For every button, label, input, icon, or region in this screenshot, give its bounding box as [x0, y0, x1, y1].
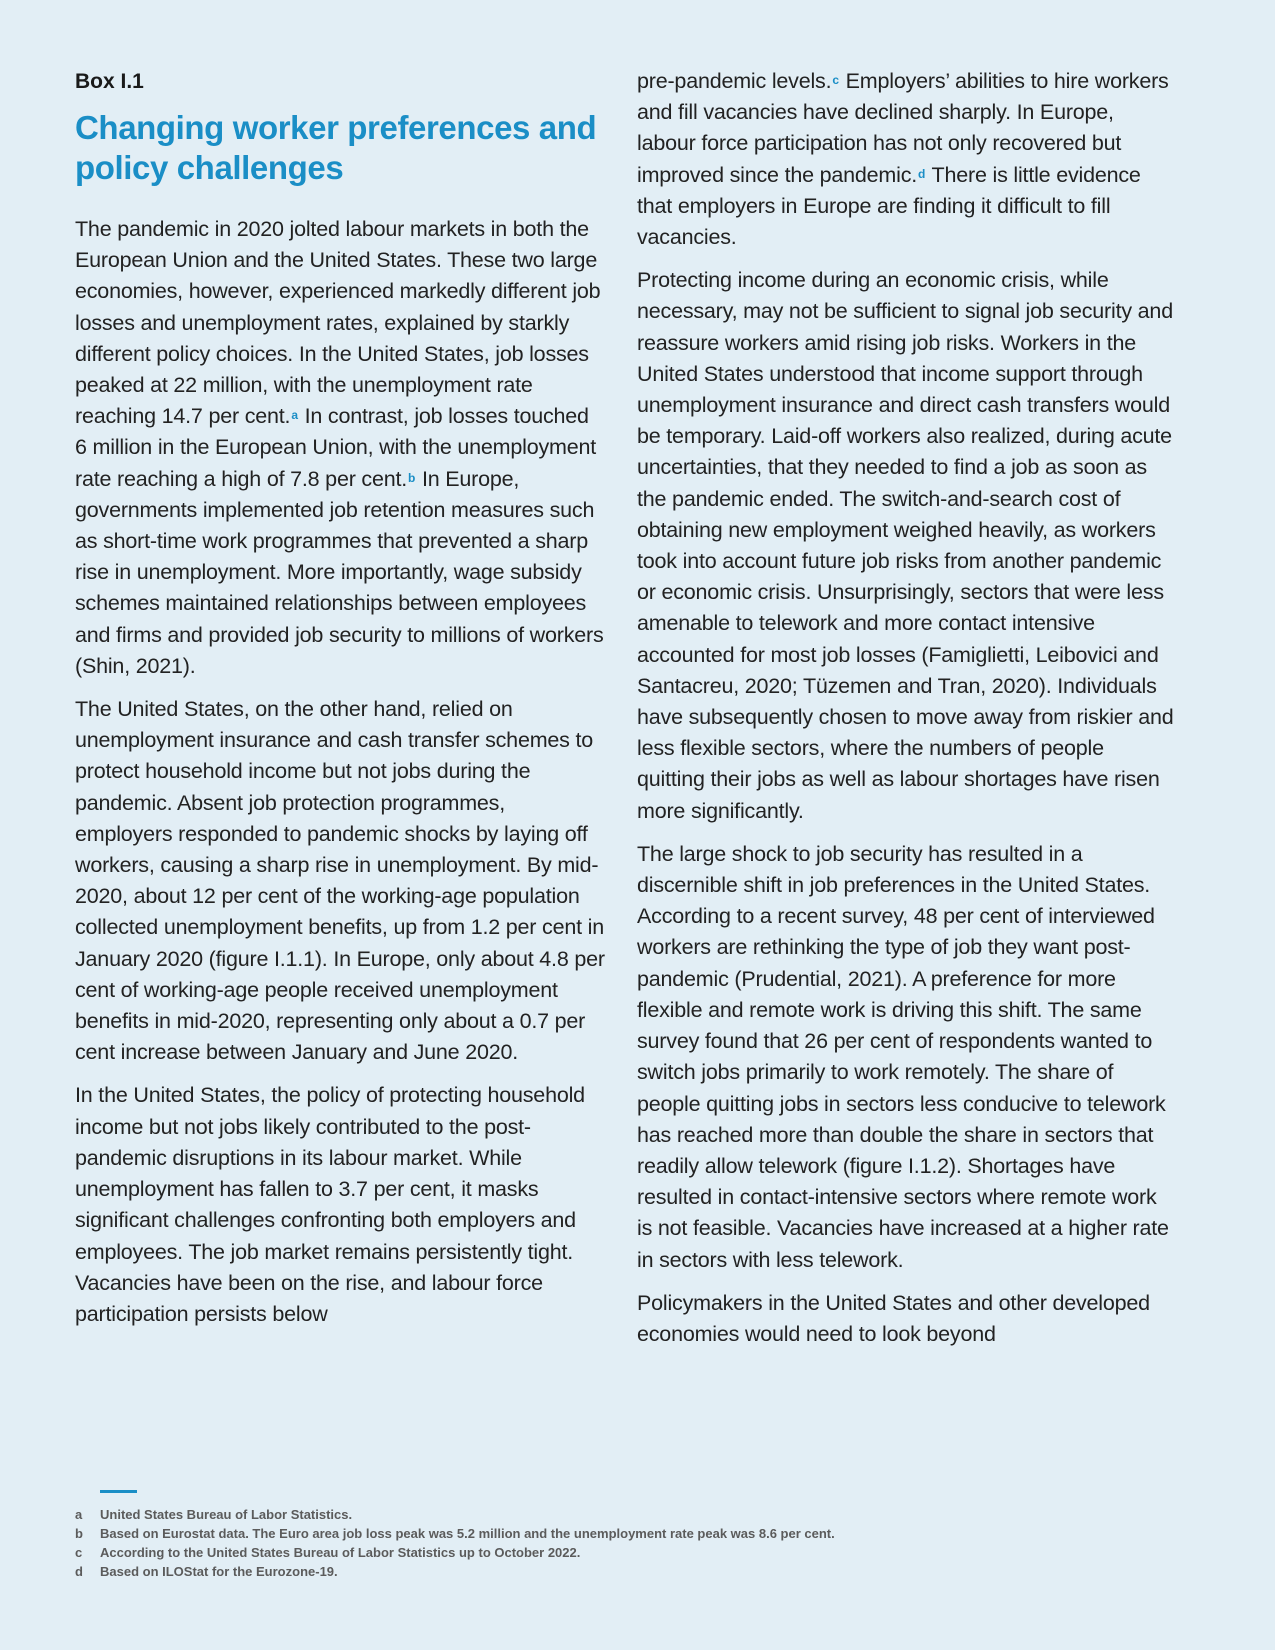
paragraph-text: There is little evidence that employers in Europe are finding it difficult to fill vacancies.: [637, 162, 1141, 250]
right-column: [637, 66, 1177, 1362]
footnote-key: c: [75, 1545, 83, 1560]
paragraph-text: Employers’ abilities to hire workers and fill vacancies have declined sharply. In Europe, labour force participation has not only recovered but improved since the pandemic.: [637, 69, 1169, 187]
footnotes: [75, 1505, 1195, 1581]
footnote-text: United States Bureau of Labor Statistics.: [100, 1507, 353, 1522]
footnote-text: Based on ILOStat for the Eurozone-19.: [100, 1564, 338, 1579]
footnote-key: d: [75, 1564, 83, 1579]
footnote: [75, 1543, 1195, 1562]
left-column: [75, 66, 605, 1342]
footnote-text: According to the United States Bureau of Labor Statistics up to October 2022.: [100, 1545, 581, 1560]
box-label: Box I.1: [75, 70, 144, 93]
body-paragraph: [637, 265, 1177, 827]
footnote-marker[interactable]: c: [832, 73, 839, 87]
paragraph-text: Policymakers in the United States and other developed economies would need to look beyond: [637, 1290, 1150, 1346]
paragraph-text: pre-pandemic levels.: [637, 69, 832, 93]
body-paragraph: [75, 1080, 605, 1330]
footnote-key: b: [75, 1526, 83, 1541]
footnote: [75, 1562, 1195, 1581]
paragraph-text: Protecting income during an economic crisis, while necessary, may not be sufficient to signal job security and reassure workers amid rising job risks. Workers in the United States understood that income support through unemployment insurance and direct cash transfers would be temporary. Laid-off workers also realized, during acute uncertainties, that they needed to find a job as soon as the pandemic ended. The switch-and-search cost of obtaining new employment weighed heavily, as workers took into account future job risks from another pandemic or economic crisis. Unsurprisingly, sectors that were less amenable to telework and more contact intensive accounted for most job losses (Famiglietti, Leibovici and Santacreu, 2020; Tüzemen and Tran, 2020). Individuals have subsequently chosen to move away from riskier and less flexible sectors, where the numbers of people quitting their jobs as well as labour shortages have risen more significantly.: [637, 268, 1174, 823]
paragraph-text: In the United States, the policy of protecting household income but not jobs likely contributed to the post-pandemic disruptions in its labour market. While unemployment has fallen to 3.7 per cent, it masks significant challenges confronting both employers and employees. The job market remains persistently tight. Vacancies have been on the rise, and labour force participation persists below: [75, 1083, 585, 1326]
left-paragraphs: [75, 214, 605, 1330]
body-paragraph: [637, 66, 1177, 253]
paragraph-text: In Europe, governments implemented job retention measures such as short-time work programmes that prevented a sharp rise in unemployment. More importantly, wage subsidy schemes maintained relationships between employees and firms and provided job security to millions of workers (Shin, 2021).: [75, 466, 604, 678]
body-paragraph: [637, 1288, 1177, 1350]
box-title: Changing worker preferences and policy challenges: [75, 109, 597, 186]
footnote-marker[interactable]: b: [408, 470, 416, 485]
footnote-key: a: [75, 1507, 83, 1522]
body-paragraph: [637, 839, 1177, 1276]
footnote-text: Based on Eurostat data. The Euro area job loss peak was 5.2 million and the unemployment rate peak was 8.6 per cent.: [100, 1526, 835, 1541]
paragraph-text: The pandemic in 2020 jolted labour markets in both the European Union and the United States. These two large economies, however, experienced markedly different job losses and unemployment rates, explained by starkly different policy choices. In the United States, job losses peaked at 22 million, with the unemployment rate reaching 14.7 per cent.: [75, 217, 601, 429]
paragraph-text: The United States, on the other hand, relied on unemployment insurance and cash transfer schemes to protect household income but not jobs during the pandemic. Absent job protection programmes, employers responded to pandemic shocks by laying off workers, causing a sharp rise in unemployment. By mid-2020, about 12 per cent of the working-age population collected unemployment benefits, up from 1.2 per cent in January 2020 (figure I.1.1). In Europe, only about 4.8 per cent of working-age people received unemployment benefits in mid-2020, representing only about a 0.7 per cent increase between January and June 2020.: [75, 697, 605, 1065]
paragraph-text: The large shock to job security has resulted in a discernible shift in job preferences in the United States. According to a recent survey, 48 per cent of interviewed workers are rethinking the type of job they want post-pandemic (Prudential, 2021). A preference for more flexible and remote work is driving this shift. The same survey found that 26 per cent of respondents wanted to switch jobs primarily to work remotely. The share of people quitting jobs in sectors less conducive to telework has reached more than double the share in sectors that readily allow telework (figure I.1.2). Shortages have resulted in contact-intensive sectors where remote work is not feasible. Vacancies have increased at a higher rate in sectors with less telework.: [637, 841, 1169, 1272]
footnote-marker[interactable]: a: [291, 408, 298, 423]
footnote-rule: [100, 1490, 137, 1493]
right-paragraphs: [637, 66, 1177, 1350]
body-paragraph: [75, 214, 605, 682]
body-paragraph: [75, 694, 605, 1068]
footnote-marker[interactable]: d: [918, 166, 926, 181]
paragraph-text: In contrast, job losses touched 6 million in the European Union, with the unemployment rate reaching a high of 7.8 per cent.: [75, 404, 597, 491]
footnote: [75, 1505, 1195, 1524]
footnote: [75, 1524, 1195, 1543]
